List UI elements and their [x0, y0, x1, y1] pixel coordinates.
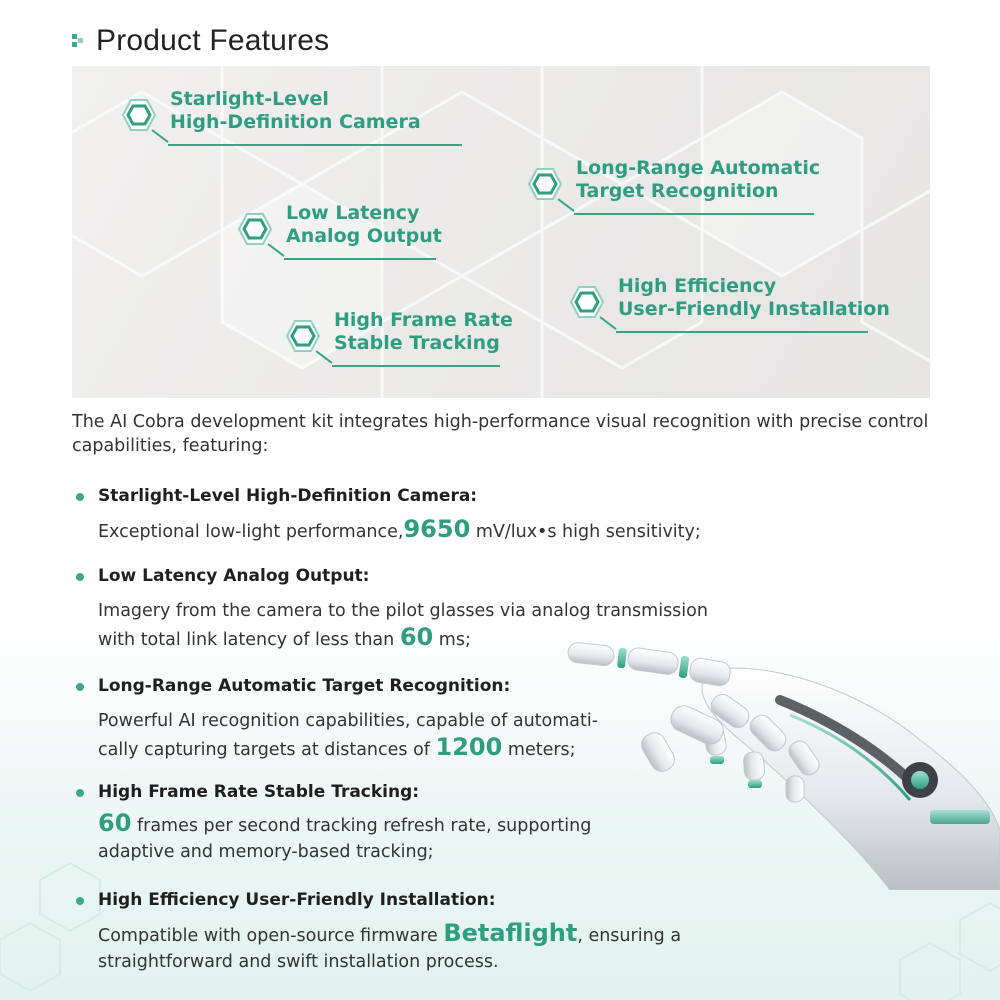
- list-item-description: Powerful AI recognition capabilities, capable of automati-cally capturing targets at distances of 1200 meters;: [98, 711, 599, 761]
- list-item-title: Long-Range Automatic Target Recognition:: [98, 676, 511, 696]
- feature-label-line2: High-Definition Camera: [170, 111, 421, 133]
- page-title: Product Features: [96, 24, 330, 57]
- list-item-title: Low Latency Analog Output:: [98, 566, 370, 586]
- feature-label-line1: Low Latency: [286, 202, 420, 224]
- feature-label-line1: Starlight-Level: [170, 88, 329, 110]
- hexagon-icon: [286, 319, 320, 353]
- feature-label-line1: High Frame Rate: [334, 309, 513, 331]
- list-item-title: Starlight-Level High-Definition Camera:: [98, 486, 478, 506]
- feature-label-line2: User-Friendly Installation: [618, 298, 890, 320]
- highlight-value: 9650: [403, 515, 471, 543]
- list-item-description: Imagery from the camera to the pilot glasses via analog transmission with total link latency of less than 60 ms;: [98, 601, 708, 651]
- highlight-value: 1200: [435, 733, 503, 761]
- feature-label-line1: Long-Range Automatic: [576, 157, 821, 179]
- highlight-value: 60: [98, 809, 132, 837]
- list-item-title: High Efficiency User-Friendly Installation:: [98, 890, 496, 910]
- feature-label-line1: High Efficiency: [618, 275, 777, 297]
- list-item-description: Exceptional low-light performance,9650 mV/lux•s high sensitivity;: [98, 515, 701, 543]
- list-item-description: 60 frames per second tracking refresh rate, supporting adaptive and memory-based tracking;: [98, 809, 592, 862]
- hexagon-icon: [528, 167, 562, 201]
- intro-paragraph: The AI Cobra development kit integrates high-performance visual recognition with precise control capabilities, featuring:: [72, 412, 929, 456]
- bullet-dot: [76, 493, 84, 501]
- list-item-description: Compatible with open-source firmware Betaflight, ensuring a straightforward and swift installation process.: [98, 919, 682, 972]
- feature-label-line2: Stable Tracking: [334, 332, 500, 354]
- bullet-dot: [76, 683, 84, 691]
- highlight-value: Betaflight: [443, 919, 578, 947]
- feature-label-line2: Target Recognition: [576, 180, 779, 202]
- hexagon-icon: [122, 98, 156, 132]
- bullet-dot: [76, 897, 84, 905]
- highlight-value: 60: [399, 623, 434, 651]
- bullet-dot: [76, 573, 84, 581]
- hexagon-icon: [570, 285, 604, 319]
- bullet-dot: [76, 789, 84, 797]
- list-item-title: High Frame Rate Stable Tracking:: [98, 782, 420, 802]
- feature-label-line2: Analog Output: [286, 225, 442, 247]
- square-cluster-icon: [72, 33, 86, 49]
- section-header: [72, 24, 329, 58]
- features-banner: [72, 66, 930, 398]
- hexagon-icon: [238, 212, 272, 246]
